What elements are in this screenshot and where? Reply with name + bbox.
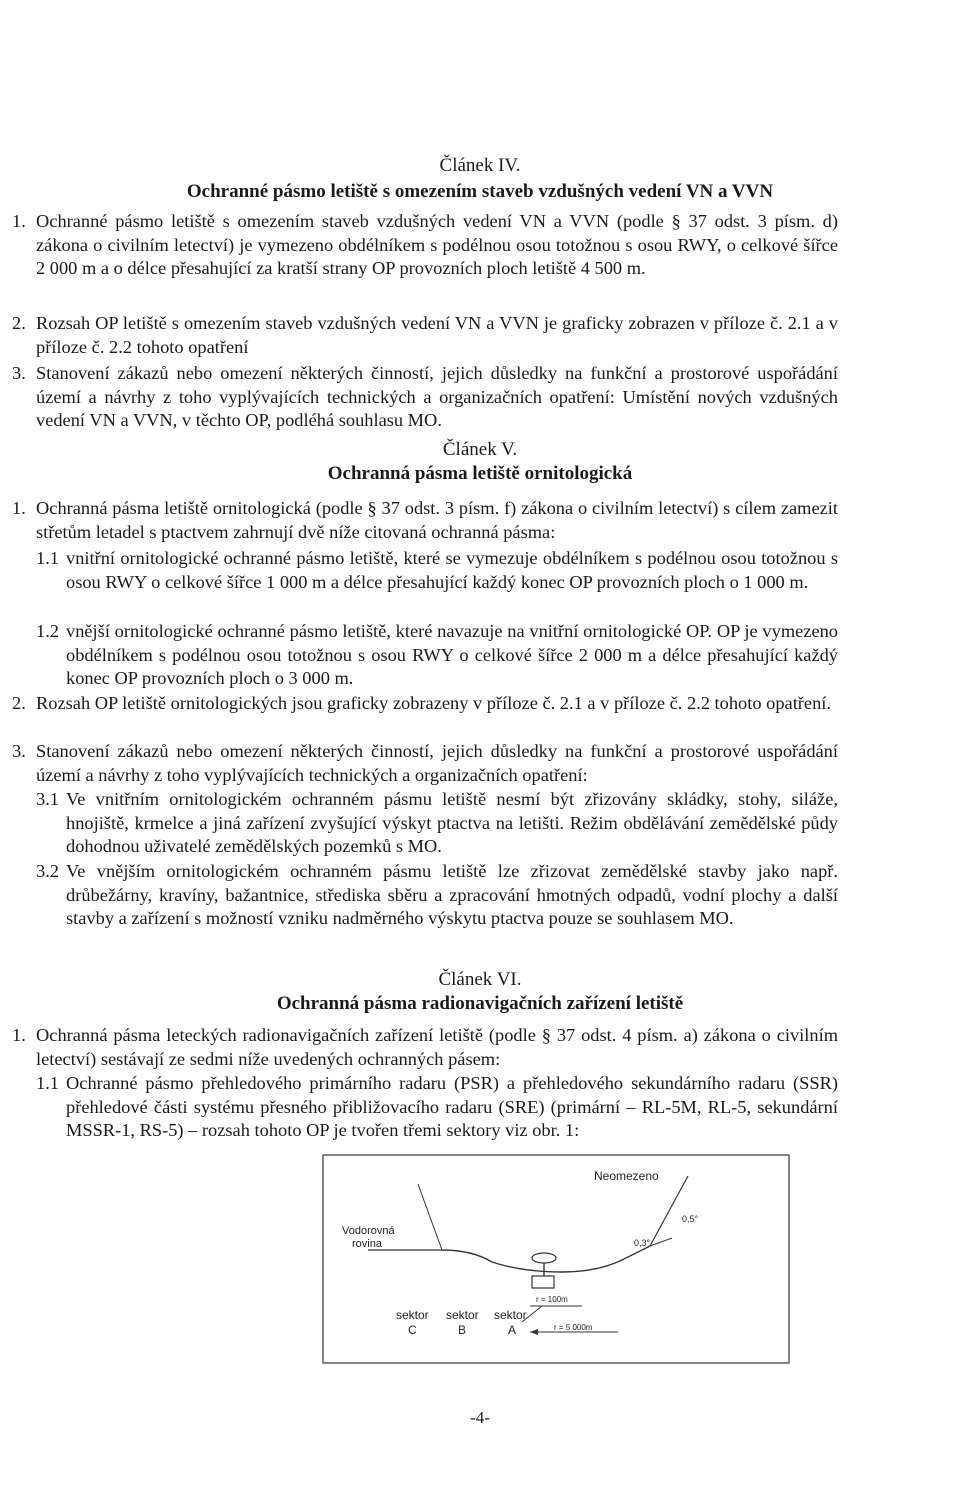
a5-p2-number: 2.	[12, 693, 26, 713]
a6-p1-number: 1.	[12, 1025, 26, 1045]
label-r-5000: r = 5 000m	[554, 1323, 593, 1332]
a5-p3-1-number: 3.1	[36, 789, 59, 809]
a4-p1-text: Ochranné pásmo letiště s omezením staveb vzdušných vedení VN a VVN (podle § 37 odst. 3 písm. d) zákona o civilním letectví) je vymezeno obdélníkem s podélnou osou totožnou s osou RWY, o celkové šířce 2 000 m a o délce přesahující za kratší strany OP provozních ploch letiště 4 500 m.	[36, 211, 838, 279]
label-c: C	[408, 1323, 417, 1337]
a4-p1-number: 1.	[12, 211, 26, 231]
a5-p3-number: 3.	[12, 741, 26, 761]
elevation-line-05	[650, 1176, 688, 1246]
article-6-title: Ochranná pásma radionavigačních zařízení letiště	[276, 993, 684, 1014]
a5-p1-1-text: vnitřní ornitologické ochranné pásmo letiště, které se vymezuje obdélníkem s podélnou osou totožnou s osou RWY o celkové šířce 1 000 m a délce přesahující každý konec OP provozních ploch o 1 000 m.	[66, 548, 838, 592]
a4-p3-number: 3.	[12, 363, 26, 383]
a5-p1-text: Ochranná pásma letiště ornitologická (podle § 37 odst. 3 písm. f) zákona o civilním letectví) s cílem zamezit střetům letadel s ptactvem zahrnují dvě níže citovaná ochranná pásma:	[36, 498, 838, 542]
a5-p1-2-text: vnější ornitologické ochranné pásmo letiště, které navazuje na vnitřní ornitologické OP. OP je vymezeno obdélníkem s podélnou osou totožnou s osou RWY o celkové šířce 2 000 m a délce přesahující každý konec OP provozních ploch o 3 000 m.	[66, 621, 838, 689]
a5-p3-1-text: Ve vnitřním ornitologickém ochranném pásmu letiště nesmí být zřizovány skládky, stohy, siláže, hnojiště, krmelce a jiná zařízení zvyšující výskyt ptactva na letišti. Režim obdělávání zemědělské půdy dohodnou uživatelé zemědělských pozemků s MO.	[66, 789, 838, 857]
article-4-title: Ochranné pásmo letiště s omezením staveb vzdušných vedení VN a VVN	[186, 181, 774, 202]
label-angle-03: 0,3°	[634, 1238, 651, 1248]
label-sektor-b: sektor	[446, 1308, 479, 1322]
label-angle-05: 0,5°	[682, 1214, 699, 1224]
radar-sector-figure	[322, 1154, 790, 1364]
article-6-heading: Článek VI.	[438, 969, 522, 990]
coverage-profile	[442, 1246, 650, 1272]
a6-p1-1-text: Ochranné pásmo přehledového primárního radaru (PSR) a přehledového sekundárního radaru (SSR) přehledové části systému přesného přibližovacího radaru (SRE) (primární – RL-5M, RL-5, sekundární MSSR-1, RS-5) – rozsah tohoto OP je tvořen třemi sektory viz obr. 1:	[66, 1073, 838, 1141]
article-5-title: Ochranná pásma letiště ornitologická	[327, 463, 633, 484]
label-neomezeno: Neomezeno	[594, 1169, 659, 1183]
a5-p3-2-text: Ve vnějším ornitologickém ochranném pásmu letiště lze zřizovat zemědělské stavby jako např. drůbežárny, kravíny, bažantnice, střediska sběru a zpracování hmotných odpadů, vodní plochy a další stavby a zařízení s možností vzniku nadměrného výskytu ptactva pouze se souhlasem MO.	[66, 861, 838, 929]
elevation-line-left	[418, 1184, 442, 1250]
a4-p2-number: 2.	[12, 313, 26, 333]
radar-sector-diagram	[322, 1154, 790, 1364]
label-sektor-c: sektor	[396, 1308, 429, 1322]
a5-p3-2-number: 3.2	[36, 861, 59, 881]
a5-p1-1-number: 1.1	[36, 548, 59, 568]
label-sektor-a: sektor	[494, 1308, 527, 1322]
a5-p1-number: 1.	[12, 498, 26, 518]
label-b: B	[458, 1323, 467, 1337]
article-4-heading: Článek IV.	[439, 155, 521, 176]
a5-p1-2-number: 1.2	[36, 621, 59, 641]
arrow-head	[530, 1329, 538, 1335]
page-number: -4-	[470, 1408, 490, 1427]
a4-p2-text: Rozsah OP letiště s omezením staveb vzdušných vedení VN a VVN je graficky zobrazen v příloze č. 2.1 a v příloze č. 2.2 tohoto opatření	[36, 313, 838, 357]
label-vodorovna: Vodorovná	[342, 1225, 395, 1237]
article-5-heading: Článek V.	[442, 439, 518, 460]
label-r-100: r = 100m	[536, 1295, 568, 1304]
label-rovina: rovina	[352, 1238, 382, 1250]
a6-p1-1-number: 1.1	[36, 1073, 59, 1093]
label-a: A	[508, 1323, 517, 1337]
a6-p1-text: Ochranná pásma leteckých radionavigačních zařízení letiště (podle § 37 odst. 4 písm. a) zákona o civilním letectví) sestávají ze sedmi níže uvedených ochranných pásem:	[36, 1025, 838, 1069]
a4-p3-text: Stanovení zákazů nebo omezení některých činností, jejich důsledky na funkční a prostorové uspořádání území a návrhy z toho vyplývajících technických a organizačních opatření: Umístění nových vzdušných vedení VN a VVN, v těchto OP, podléhá souhlasu MO.	[36, 363, 838, 431]
a5-p3-text: Stanovení zákazů nebo omezení některých činností, jejich důsledky na funkční a prostorové uspořádání území a návrhy z toho vyplývajících technických a organizačních opatření:	[36, 741, 838, 785]
a5-p2-text: Rozsah OP letiště ornitologických jsou graficky zobrazeny v příloze č. 2.1 a v příloze č. 2.2 tohoto opatření.	[36, 693, 831, 713]
